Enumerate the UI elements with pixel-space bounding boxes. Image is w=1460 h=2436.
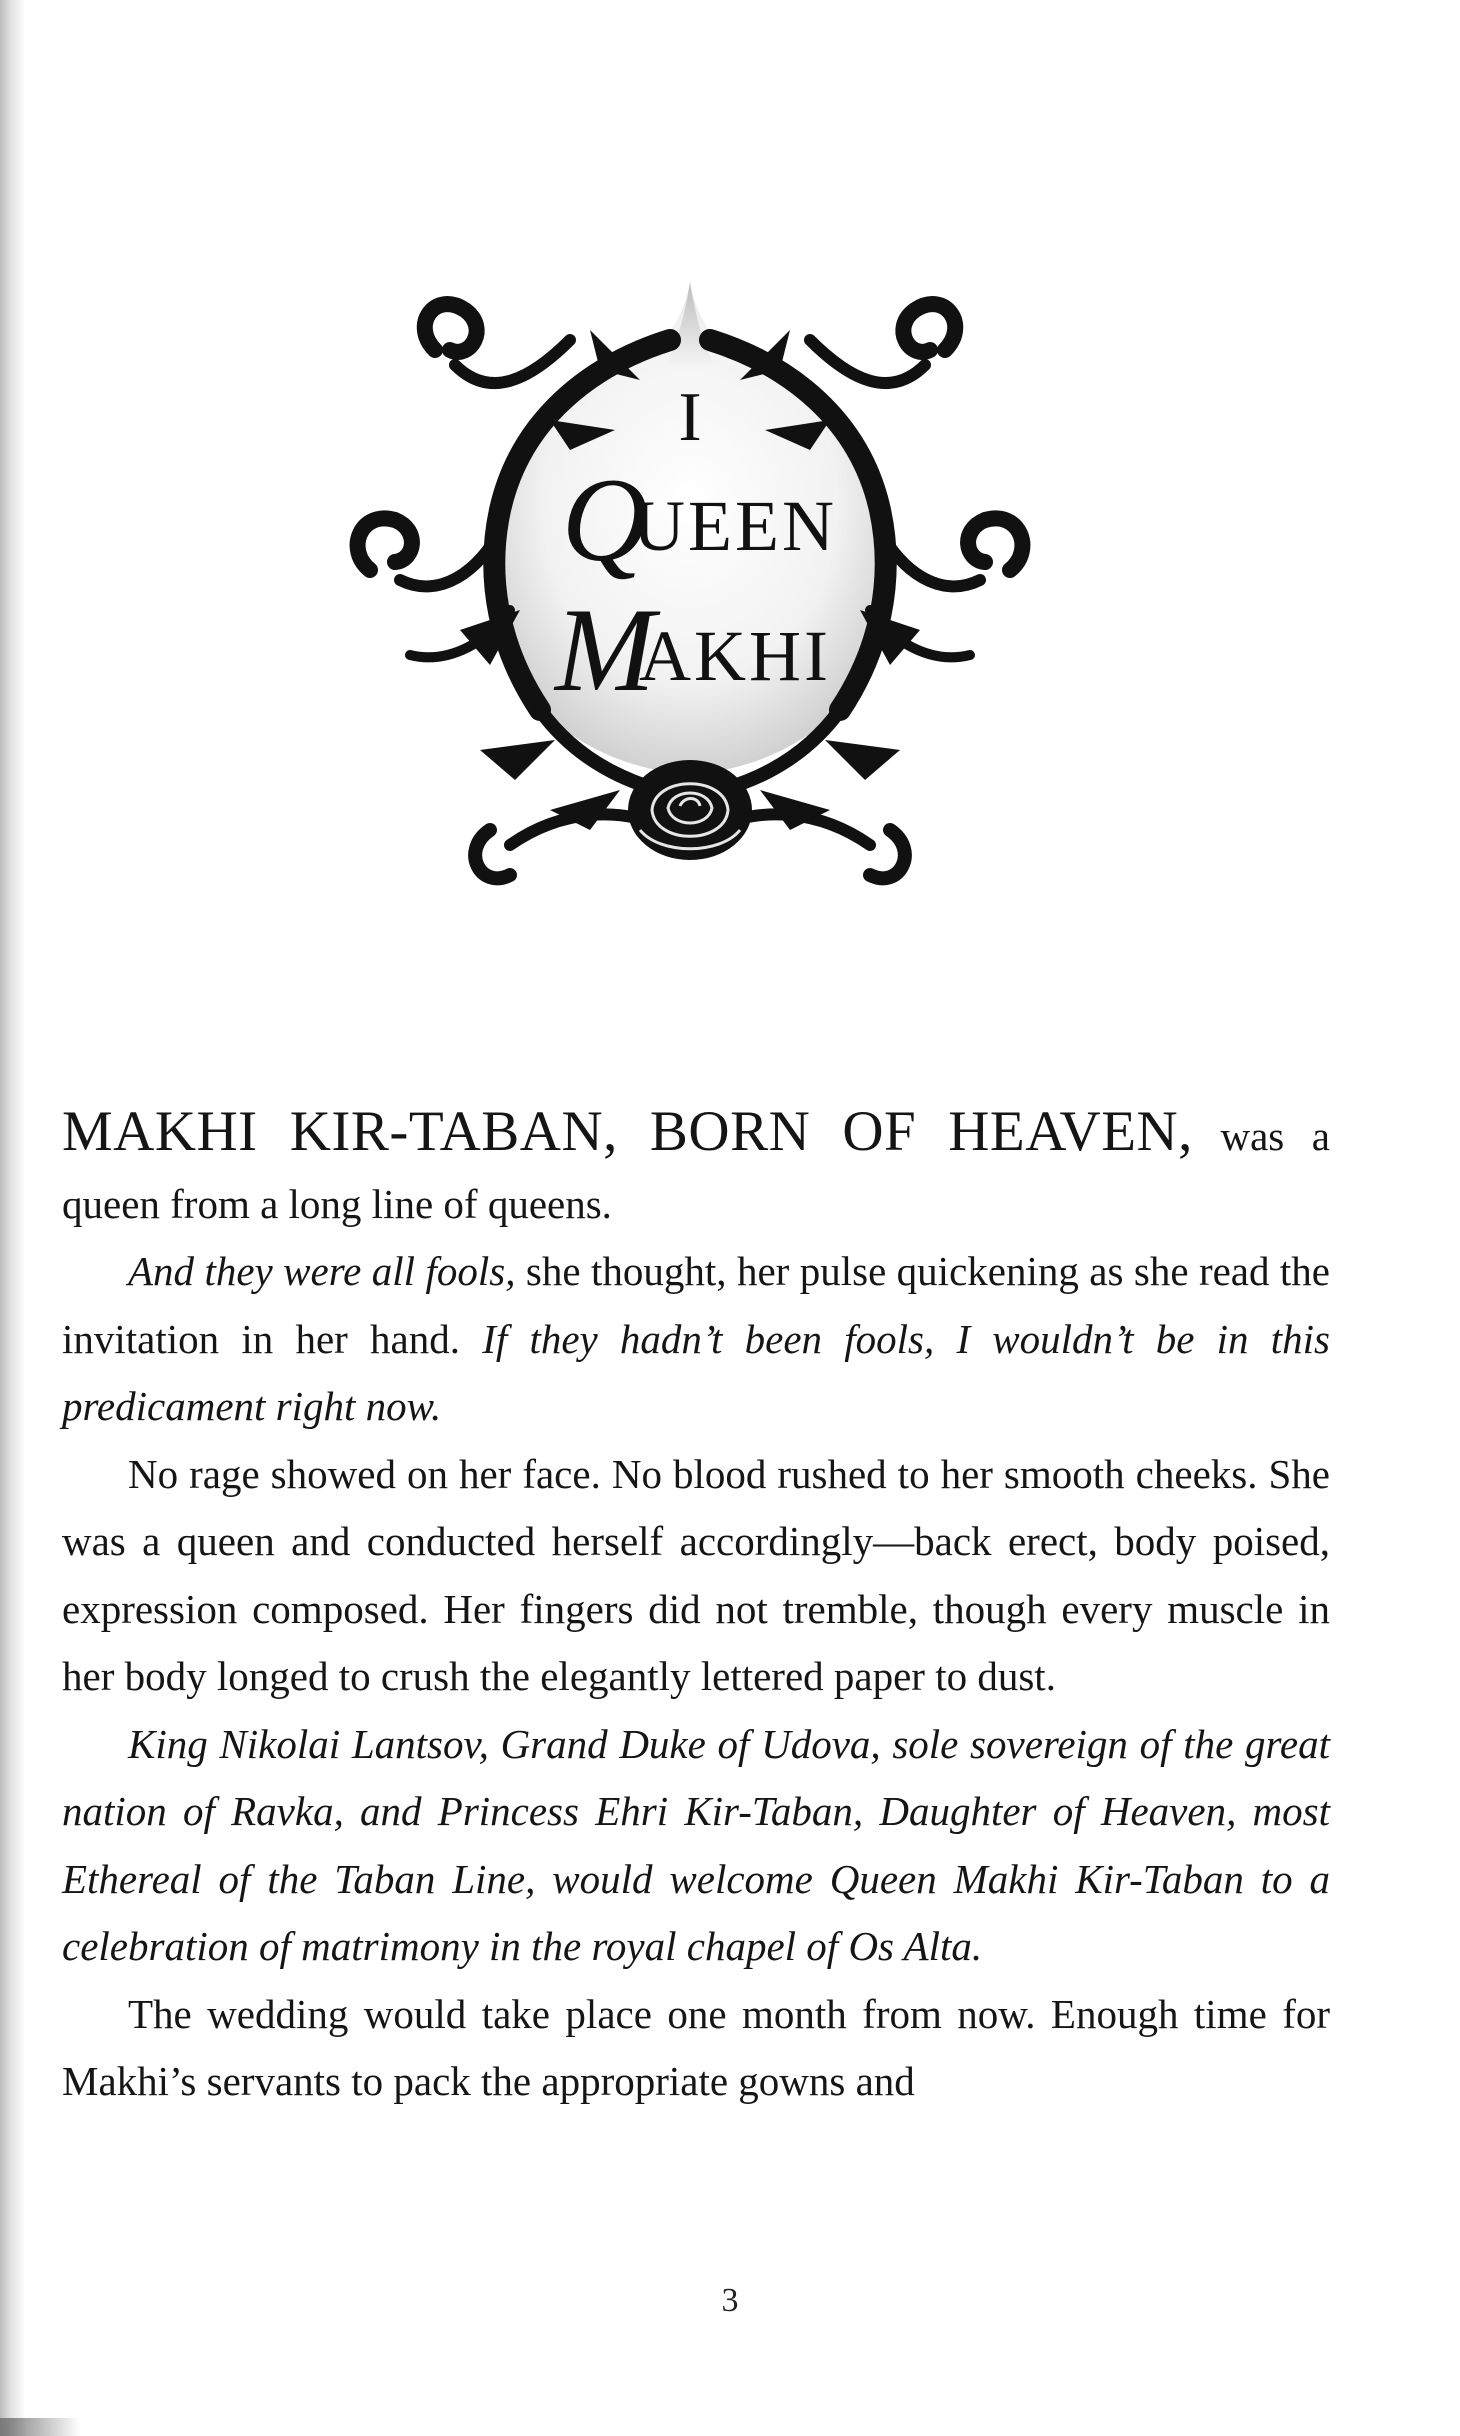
chapter-ornament xyxy=(340,270,1040,930)
paragraph-5: The wedding would take place one month from now. Enough time for Makhi’s servants to pack the appropriate gowns and xyxy=(62,1990,1330,2104)
title-initial-q: Q xyxy=(561,453,649,586)
paragraph-2-italic-2: If they hadn’t been fools, I wouldn’t be in this predicament right now. xyxy=(62,1315,1331,1429)
paragraph-2 xyxy=(62,1238,1330,1441)
paragraph-2-italic-1: And they were all fools, xyxy=(128,1248,516,1294)
ornament-tip xyxy=(666,282,714,365)
bottom-edge-shadow xyxy=(0,2418,80,2436)
title-line-2: AKHI xyxy=(639,616,831,696)
paragraph-1-text: was a queen from a long line of queens. xyxy=(62,1113,1330,1227)
chapter-number: I xyxy=(678,379,702,456)
title-initial-m: M xyxy=(555,583,655,716)
paragraph-3: No rage showed on her face. No blood rushed to her smooth cheeks. She was a queen and conducted herself accordingly—back erect, body poised, expression composed. Her fingers did not tremble, though every muscle in her body longed to crush the elegantly lettered paper to dust. xyxy=(62,1450,1330,1699)
rose-icon xyxy=(628,760,752,860)
chapter-body xyxy=(62,1098,1330,2116)
page-edge-shadow xyxy=(0,0,26,2436)
paragraph-1 xyxy=(62,1098,1330,1238)
paragraph-4-invitation: King Nikolai Lantsov, Grand Duke of Udova, sole sovereign of the great nation of Ravka, and Princess Ehri Kir-Taban, Daughter of Heaven, most Ethereal of the Taban Line, would welcome Queen Makhi Kir-Taban to a celebration of matrimony in the royal chapel of Os Alta. xyxy=(62,1720,1330,1969)
page-number: 3 xyxy=(721,2282,739,2319)
paragraph-2-text: she thought, her pulse quickening as she read the invitation in her hand. xyxy=(62,1248,1331,1362)
opening-lead: MAKHI KIR-TABAN, BORN OF HEAVEN, xyxy=(62,1100,1193,1163)
title-line-1: UEEN xyxy=(633,486,837,566)
